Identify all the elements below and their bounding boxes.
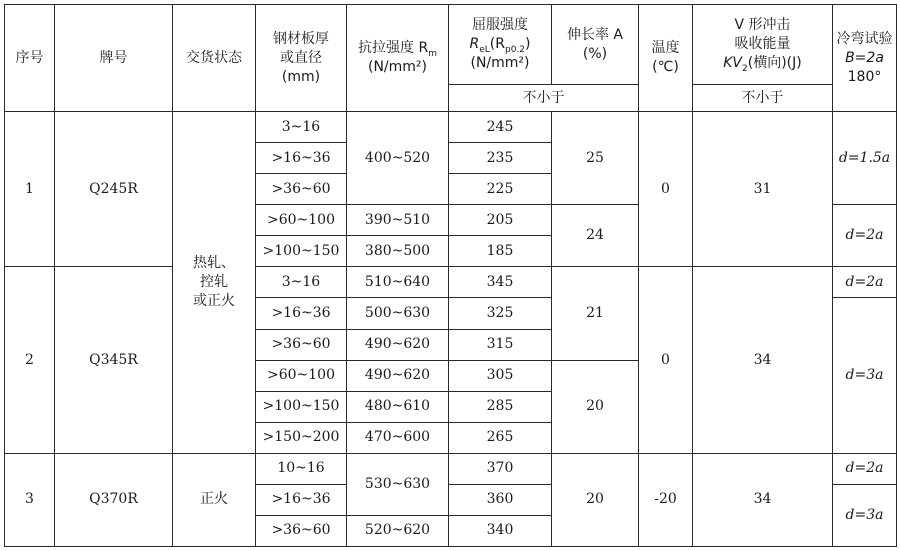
header-impact-sub: 2	[742, 63, 748, 74]
header-elongation-line2: (%)	[582, 45, 608, 62]
elongation-cell: 25	[552, 112, 639, 205]
thickness-cell: >36~60	[256, 174, 347, 205]
header-thickness	[256, 5, 347, 112]
header-bend-line3: 180°	[847, 68, 882, 85]
yield-cell: 325	[449, 298, 552, 329]
header-impact	[693, 5, 833, 85]
seq-cell: 3	[5, 453, 55, 546]
header-yield-line1: 屈服强度	[472, 17, 528, 34]
tensile-cell: 530~630	[347, 453, 449, 515]
seq-cell: 2	[5, 267, 55, 453]
thickness-cell: >60~100	[256, 205, 347, 236]
delivery-line1: 热轧、	[193, 255, 235, 272]
delivery-cell	[173, 112, 256, 454]
header-thickness-line3: (mm)	[281, 68, 321, 85]
yield-cell: 305	[449, 360, 552, 391]
header-tensile-line2: (N/mm²)	[367, 59, 427, 76]
yield-cell: 265	[449, 422, 552, 453]
seq-cell: 1	[5, 112, 55, 267]
header-yield-sub2: p0.2	[505, 44, 526, 55]
header-bend-line2: B=2a	[845, 49, 884, 66]
elongation-cell: 20	[552, 360, 639, 453]
header-impact-kv: KV	[723, 55, 743, 72]
yield-cell: 245	[449, 112, 552, 143]
header-thickness-line2: 或直径	[280, 49, 322, 66]
header-tensile	[347, 5, 449, 112]
elongation-cell: 24	[552, 205, 639, 267]
thickness-cell: >100~150	[256, 391, 347, 422]
header-delivery: 交货状态	[173, 5, 256, 112]
delivery-line2: 控轧	[200, 274, 228, 290]
grade-cell: Q345R	[55, 267, 173, 453]
grade-cell: Q245R	[55, 112, 173, 267]
header-elongation-line1: 伸长率 A	[566, 26, 624, 43]
delivery-cell: 正火	[173, 453, 256, 546]
header-temperature-line2: (℃)	[652, 59, 679, 76]
bend-cell: d=2a	[833, 205, 897, 267]
temperature-cell: 0	[639, 267, 693, 453]
thickness-cell: 3~16	[256, 267, 347, 298]
header-elongation	[552, 5, 639, 85]
impact-cell: 31	[693, 112, 833, 267]
elongation-cell: 20	[552, 453, 639, 546]
bend-cell: d=2a	[833, 453, 897, 484]
tensile-cell: 520~620	[347, 515, 449, 546]
tensile-cell: 500~630	[347, 298, 449, 329]
tensile-cell: 490~620	[347, 329, 449, 360]
header-bend	[833, 5, 897, 112]
header-temperature-line1: 温度	[651, 40, 680, 57]
header-impact-line1: V 形冲击	[734, 17, 791, 34]
bend-cell: d=3a	[833, 484, 897, 546]
header-yield-r: R	[469, 36, 480, 53]
steel-spec-table	[4, 4, 897, 547]
header-yield	[449, 5, 552, 85]
delivery-line3: 或正火	[193, 292, 235, 309]
thickness-cell: >150~200	[256, 422, 347, 453]
yield-cell: 205	[449, 205, 552, 236]
header-thickness-line1: 钢材板厚	[273, 30, 329, 47]
yield-cell: 360	[449, 484, 552, 515]
bend-cell: d=1.5a	[833, 112, 897, 205]
tensile-cell: 380~500	[347, 236, 449, 267]
yield-cell: 315	[449, 329, 552, 360]
header-not-less-than-1: 不小于	[449, 85, 639, 112]
grade-cell: Q370R	[55, 453, 173, 546]
thickness-cell: >100~150	[256, 236, 347, 267]
thickness-cell: >16~36	[256, 298, 347, 329]
tensile-cell: 510~640	[347, 267, 449, 298]
header-yield-line3: (N/mm²)	[470, 55, 530, 72]
yield-cell: 285	[449, 391, 552, 422]
temperature-cell: 0	[639, 112, 693, 267]
header-yield-sub: eL	[479, 44, 490, 55]
thickness-cell: >16~36	[256, 143, 347, 174]
header-yield-mid: (R	[489, 36, 505, 53]
thickness-cell: >36~60	[256, 515, 347, 546]
header-bend-line1: 冷弯试验	[836, 30, 893, 47]
yield-cell: 185	[449, 236, 552, 267]
tensile-cell: 400~520	[347, 112, 449, 205]
header-not-less-than-2: 不小于	[693, 85, 833, 112]
header-tensile-sub: m	[428, 49, 437, 59]
thickness-cell: 10~16	[256, 453, 347, 484]
impact-cell: 34	[693, 267, 833, 453]
header-tensile-line1: 抗拉强度 R	[358, 40, 429, 57]
yield-cell: 225	[449, 174, 552, 205]
thickness-cell: >36~60	[256, 329, 347, 360]
header-impact-end: (横向)(J)	[747, 55, 802, 72]
header-yield-end: )	[525, 36, 531, 53]
tensile-cell: 390~510	[347, 205, 449, 236]
thickness-cell: >16~36	[256, 484, 347, 515]
yield-cell: 370	[449, 453, 552, 484]
thickness-cell: 3~16	[256, 112, 347, 143]
thickness-cell: >60~100	[256, 360, 347, 391]
tensile-cell: 480~610	[347, 391, 449, 422]
header-impact-line2: 吸收能量	[734, 36, 791, 53]
header-seq: 序号	[5, 5, 55, 112]
temperature-cell: -20	[639, 453, 693, 546]
tensile-cell: 470~600	[347, 422, 449, 453]
header-temperature	[639, 5, 693, 112]
tensile-cell: 490~620	[347, 360, 449, 391]
bend-cell: d=3a	[833, 298, 897, 453]
yield-cell: 345	[449, 267, 552, 298]
header-grade: 牌号	[55, 5, 173, 112]
impact-cell: 34	[693, 453, 833, 546]
elongation-cell: 21	[552, 267, 639, 360]
yield-cell: 235	[449, 143, 552, 174]
bend-cell: d=2a	[833, 267, 897, 298]
yield-cell: 340	[449, 515, 552, 546]
